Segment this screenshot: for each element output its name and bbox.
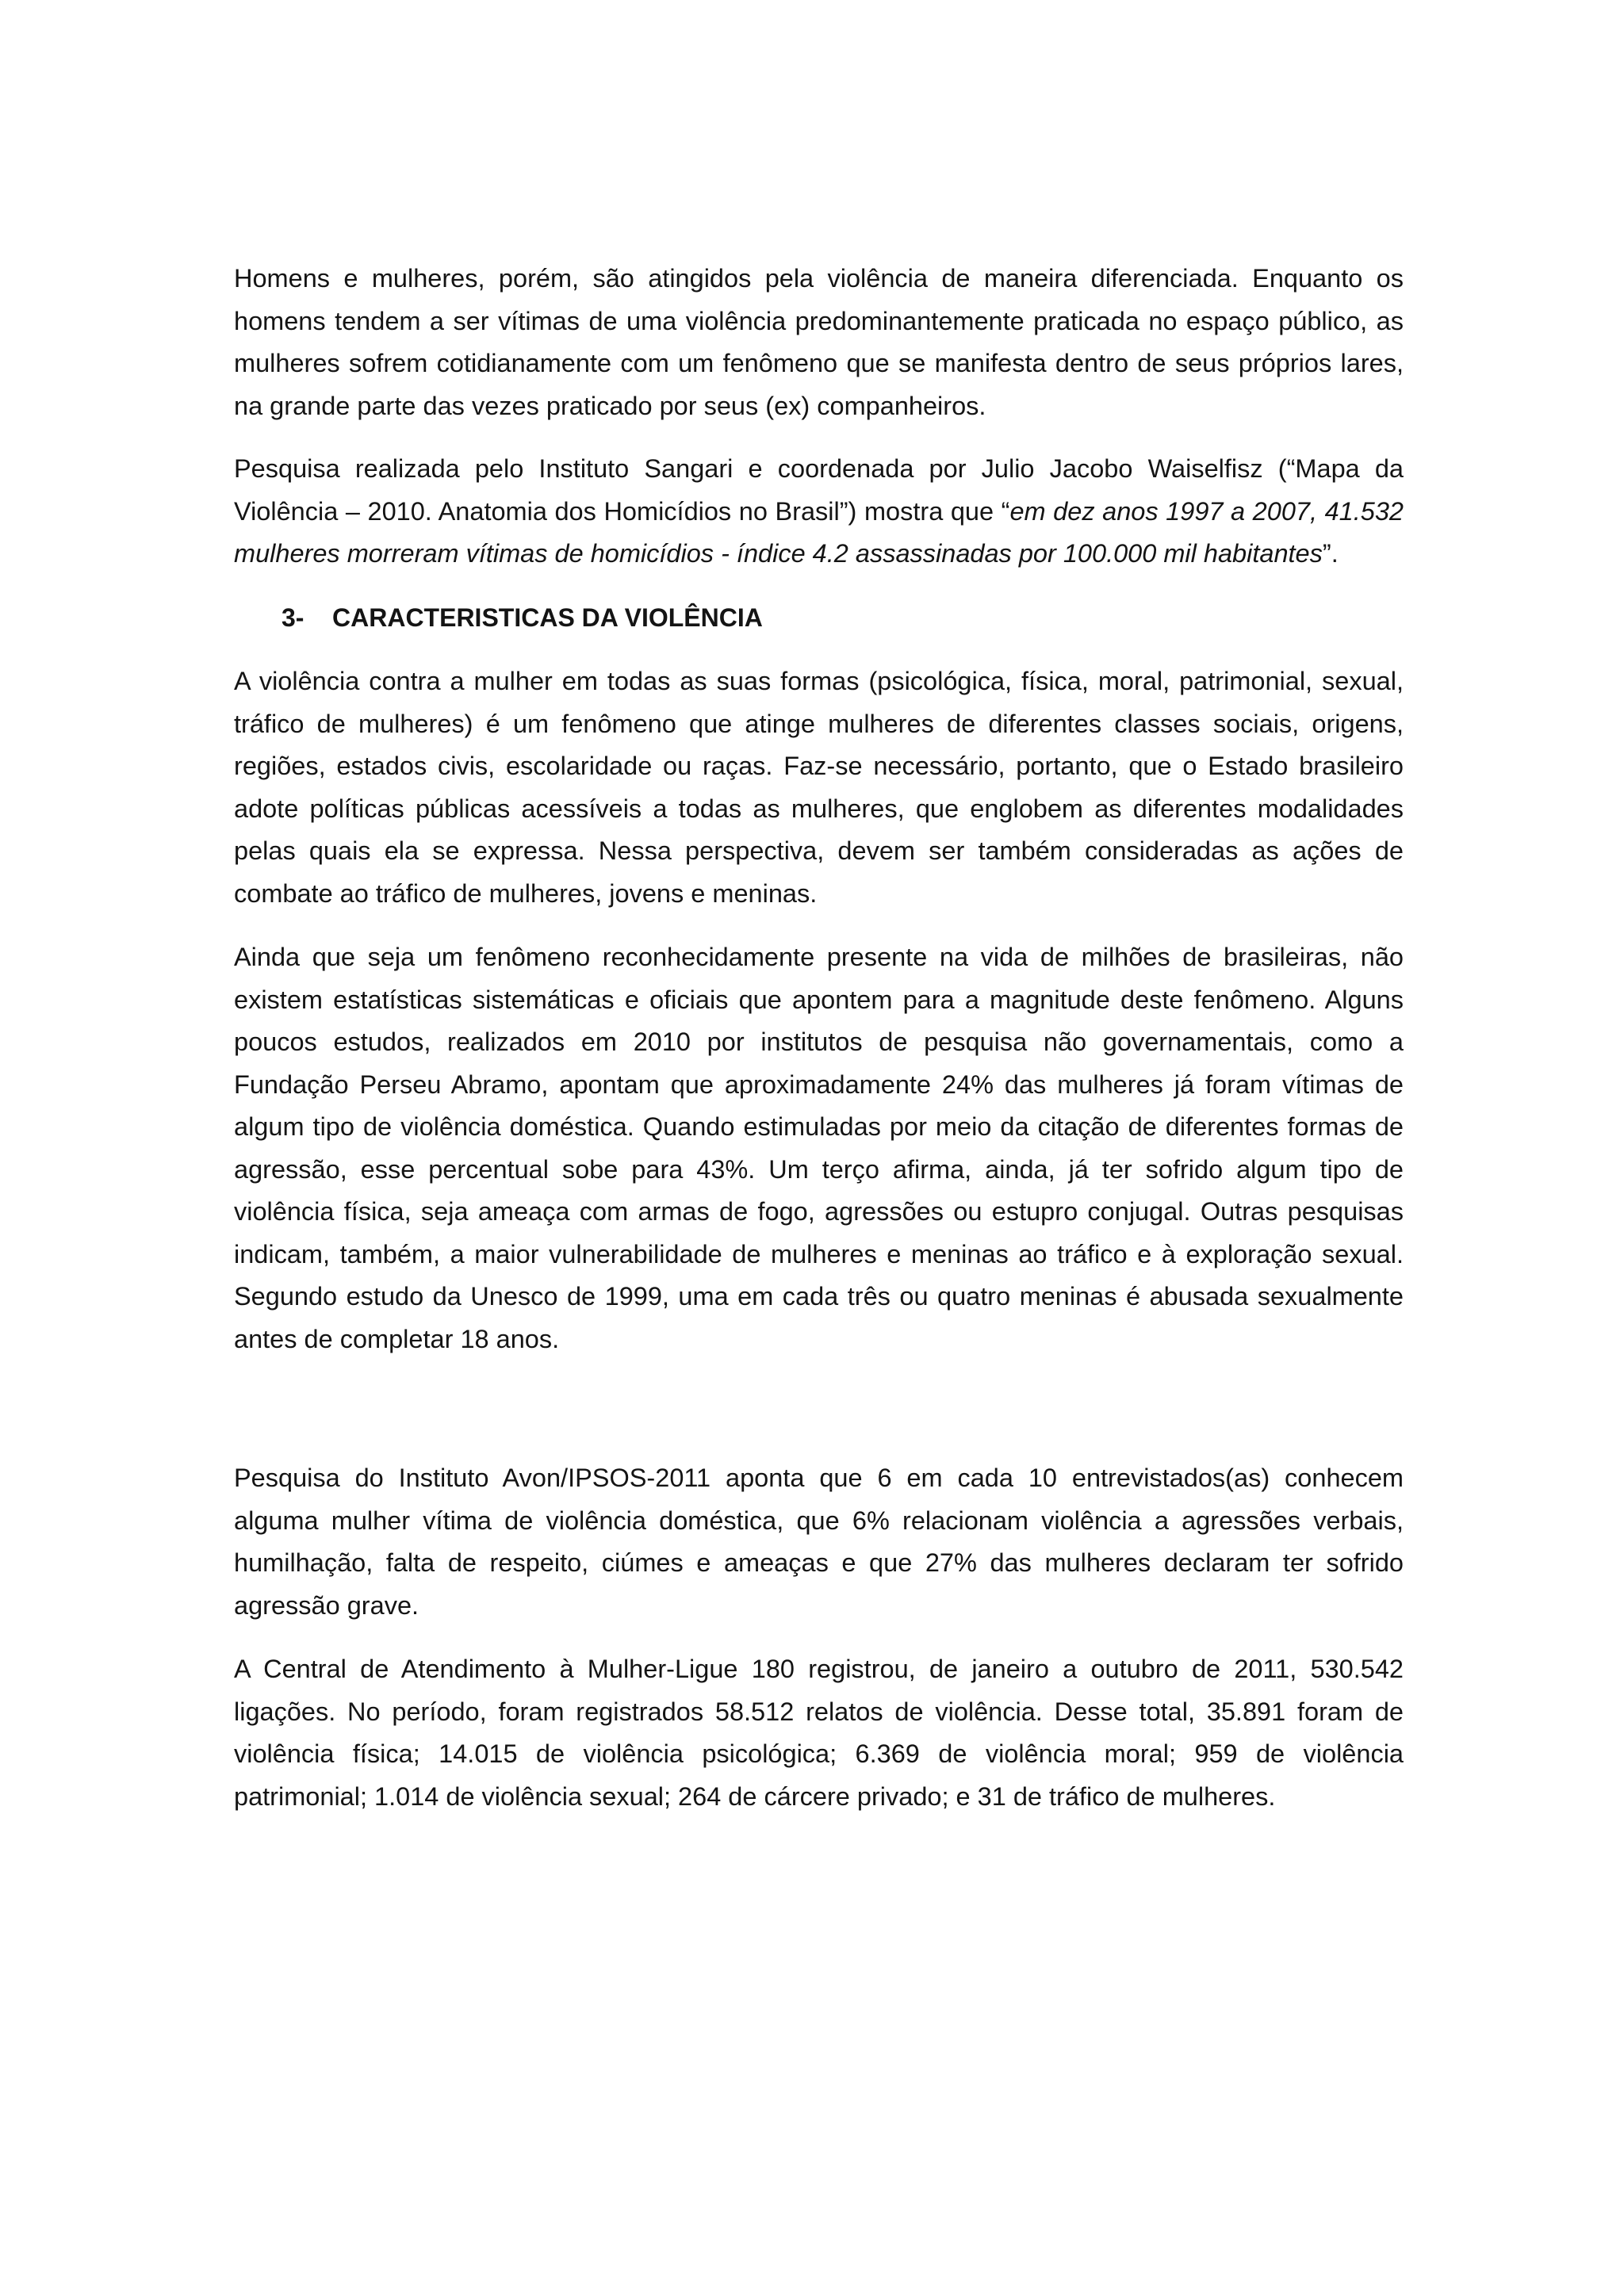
paragraph-sangari-text-start: Pesquisa realizada pelo Instituto Sangari e coordenada por Julio Jacobo Waiselfisz (“Mapa da Violência – 2010. Anatomia dos Homicídios no Brasil”) mostra que “ [234, 454, 1404, 526]
section-number: 3- [282, 603, 304, 632]
paragraph-sangari-research [234, 448, 1404, 576]
paragraph-statistics: Ainda que seja um fenômeno reconhecidamente presente na vida de milhões de brasileiras, não existem estatísticas sistemáticas e oficiais que apontem para a magnitude deste fenômeno. Alguns poucos estudos, realizados em 2010 por institutos de pesquisa não governamentais, como a Fundação Perseu Abramo, apontam que aproximadamente 24% das mulheres já foram vítimas de algum tipo de violência doméstica. Quando estimuladas por meio da citação de diferentes formas de agressão, esse percentual sobe para 43%. Um terço afirma, ainda, já ter sofrido algum tipo de violência física, seja ameaça com armas de fogo, agressões ou estupro conjugal. Outras pesquisas indicam, também, a maior vulnerabilidade de mulheres e meninas ao tráfico e à exploração sexual. Segundo estudo da Unesco de 1999, uma em cada três ou quatro meninas é abusada sexualmente antes de completar 18 anos. [234, 943, 1404, 1353]
paragraph-sangari-quote: em dez anos 1997 a 2007, 41.532 mulheres morreram vítimas de homicídios - índice 4.2 assassinadas por 100.000 mil habitantes [234, 496, 1404, 568]
paragraph-sangari-text-end: ”. [1322, 539, 1339, 568]
document-page [234, 258, 1404, 1818]
section-heading [282, 597, 1404, 640]
paragraph-gender-violence: Homens e mulheres, porém, são atingidos pela violência de maneira diferenciada. Enquanto os homens tendem a ser vítimas de uma violência predominantemente praticada no espaço público, as mulheres sofrem cotidianamente com um fenômeno que se manifesta dentro de seus próprios lares, na grande parte das vezes praticado por seus (ex) companheiros. [234, 264, 1404, 420]
paragraph-avon-ipsos: Pesquisa do Instituto Avon/IPSOS-2011 aponta que 6 em cada 10 entrevistados(as) conhecem alguma mulher vítima de violência doméstica, que 6% relacionam violência a agressões verbais, humilhação, falta de respeito, ciúmes e ameaças e que 27% das mulheres declaram ter sofrido agressão grave. [234, 1464, 1404, 1620]
paragraph-ligue-180: A Central de Atendimento à Mulher-Ligue 180 registrou, de janeiro a outubro de 2011, 530.542 ligações. No período, foram registrados 58.512 relatos de violência. Desse total, 35.891 foram de violência física; 14.015 de violência psicológica; 6.369 de violência moral; 959 de violência patrimonial; 1.014 de violência sexual; 264 de cárcere privado; e 31 de tráfico de mulheres. [234, 1655, 1404, 1811]
section-title: CARACTERISTICAS DA VIOLÊNCIA [332, 603, 763, 632]
paragraph-violence-forms: A violência contra a mulher em todas as suas formas (psicológica, física, moral, patrimonial, sexual, tráfico de mulheres) é um fenômeno que atinge mulheres de diferentes classes sociais, origens, regiões, estados civis, escolaridade ou raças. Faz-se necessário, portanto, que o Estado brasileiro adote políticas públicas acessíveis a todas as mulheres, que englobem as diferentes modalidades pelas quais ela se expressa. Nessa perspectiva, devem ser também consideradas as ações de combate ao tráfico de mulheres, jovens e meninas. [234, 667, 1404, 908]
